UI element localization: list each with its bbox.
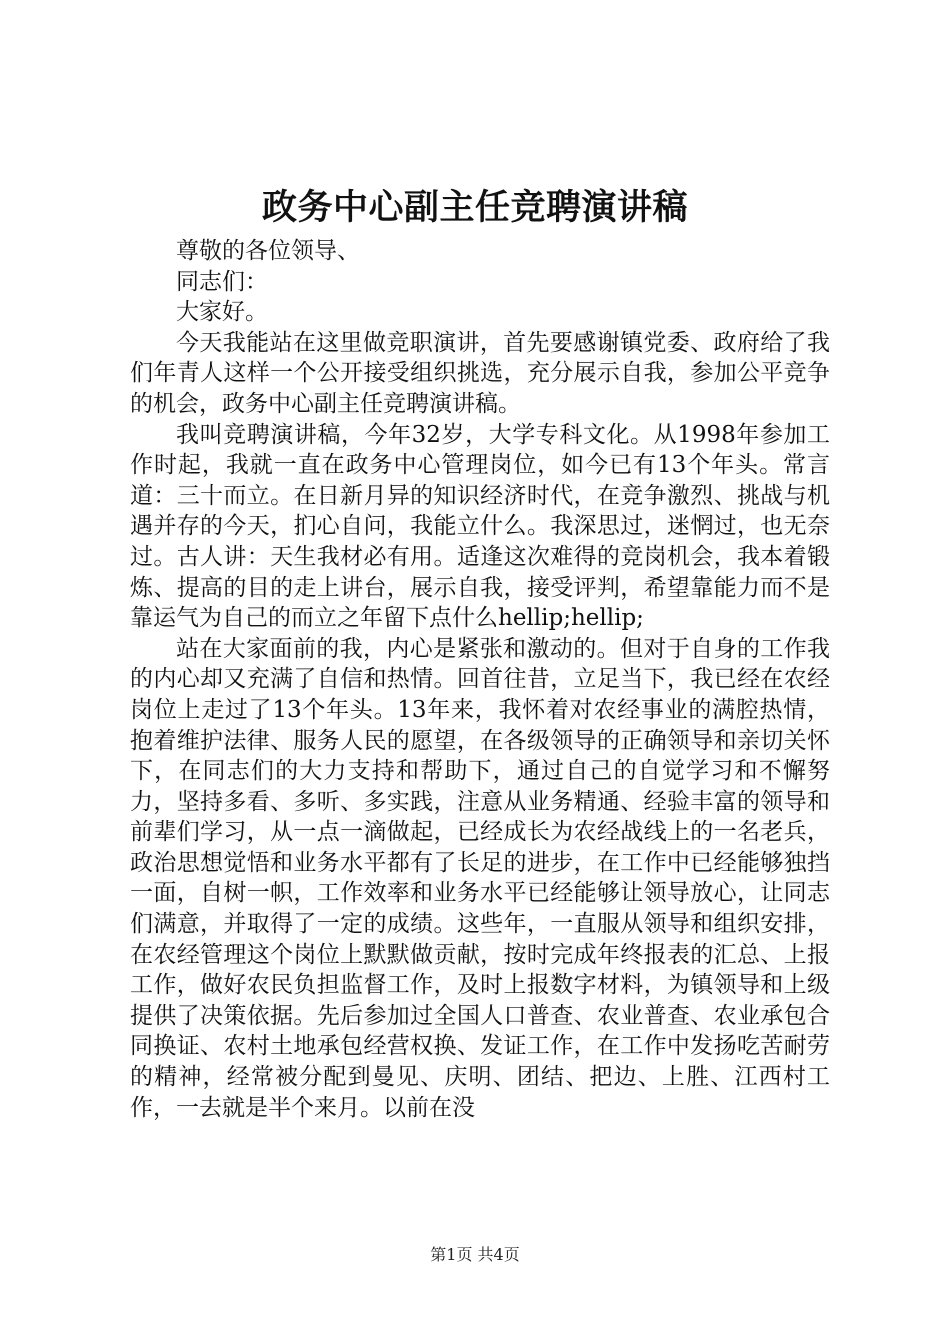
document-body	[130, 236, 830, 1123]
salutation-line: 尊敬的各位领导、	[176, 238, 360, 264]
page-number: 第1页 共4页	[430, 1245, 520, 1264]
body-paragraph: 站在大家面前的我，内心是紧张和激动的。但对于自身的工作我的内心却又充满了自信和热情。回首往昔，立足当下，我已经在农经岗位上走过了13个年头。13年来，我怀着对农经事业的满腔热情，抱着维护法律、服务人民的愿望，在各级领导的正确领导和亲切关怀下，在同志们的大力支持和帮助下，通过自己的自觉学习和不懈努力，坚持多看、多听、多实践，注意从业务精通、经验丰富的领导和前辈们学习，从一点一滴做起，已经成长为农经战线上的一名老兵，政治思想觉悟和业务水平都有了长足的进步，在工作中已经能够独挡一面，自树一帜，工作效率和业务水平已经能够让领导放心，让同志们满意，并取得了一定的成绩。这些年，一直服从领导和组织安排，在农经管理这个岗位上默默做贡献，按时完成年终报表的汇总、上报工作，做好农民负担监督工作，及时上报数字材料，为镇领导和上级提供了决策依据。先后参加过全国人口普查、农业普查、农业承包合同换证、农村土地承包经营权换、发证工作，在工作中发扬吃苦耐劳的精神，经常被分配到曼见、庆明、团结、把边、上胜、江西村工作，一去就是半个来月。以前在没	[130, 635, 830, 1121]
body-paragraph: 我叫竞聘演讲稿，今年32岁，大学专科文化。从1998年参加工作时起，我就一直在政务中心管理岗位，如今已有13个年头。常言道：三十而立。在日新月异的知识经济时代，在竞争激烈、挑战与机遇并存的今天，扪心自问，我能立什么。我深思过，迷惘过，也无奈过。古人讲：天生我材必有用。适逢这次难得的竞岗机会，我本着锻炼、提高的目的走上讲台，展示自我，接受评判，希望靠能力而不是靠运气为自己的而立之年留下点什么hellip;hellip;	[130, 421, 830, 632]
greeting-line: 大家好。	[176, 299, 268, 326]
salutation-line: 同志们：	[176, 268, 268, 295]
body-paragraph: 今天我能站在这里做竞职演讲，首先要感谢镇党委、政府给了我们年青人这样一个公开接受组织挑选，充分展示自我，参加公平竞争的机会，政务中心副主任竞聘演讲稿。	[130, 329, 830, 417]
document-title: 政务中心副主任竞聘演讲稿	[261, 187, 688, 228]
